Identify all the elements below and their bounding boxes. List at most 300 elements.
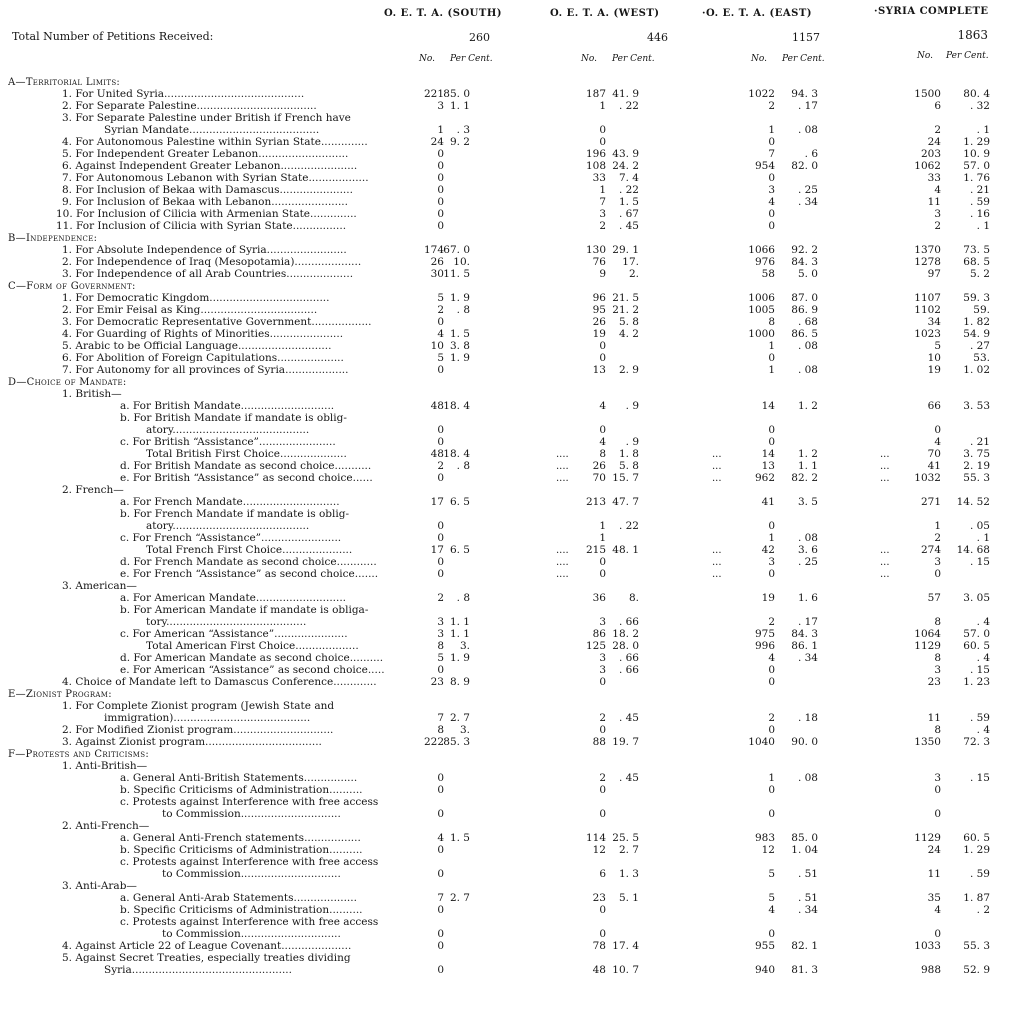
percent-cell-east: 84. 3 — [791, 628, 818, 640]
count-cell-syria: 1062 — [914, 160, 941, 172]
count-cell-east: 0 — [768, 784, 775, 796]
table-row — [0, 521, 1009, 532]
percent-cell-west: 15. 7 — [612, 472, 639, 484]
count-cell-south: 221 — [423, 88, 444, 100]
count-cell-syria: 11 — [927, 196, 941, 208]
count-cell-south: 2 — [437, 460, 444, 472]
row-label: 1. British— — [62, 389, 122, 400]
percent-cell-syria: . 1 — [976, 532, 990, 544]
percent-cell-syria: 60. 5 — [963, 832, 990, 844]
count-cell-east: 976 — [754, 256, 775, 268]
row-label: 1. Anti-British— — [62, 761, 148, 772]
count-cell-south: 222 — [423, 736, 444, 748]
count-cell-east: 14 — [761, 400, 775, 412]
column-header-east: ·O. E. T. A. (EAST) — [702, 8, 812, 19]
table-row — [0, 869, 1009, 880]
table-row — [0, 677, 1009, 688]
count-cell-south: 0 — [437, 172, 444, 184]
count-cell-west: 70 — [592, 472, 606, 484]
row-label: c. For American “Assistance”...................... — [120, 629, 348, 640]
section-heading-row — [0, 281, 1009, 292]
percent-cell-syria: . 1 — [976, 124, 990, 136]
count-cell-south: 0 — [437, 556, 444, 568]
count-cell-west: 0 — [599, 808, 606, 820]
count-cell-south: 17 — [430, 496, 444, 508]
row-label: Syria................................................ — [104, 965, 292, 976]
count-cell-south: 7 — [437, 892, 444, 904]
percent-cell-east: 1. 1 — [797, 460, 818, 472]
percent-cell-syria: 60. 5 — [963, 640, 990, 652]
count-cell-syria: 70 — [927, 448, 941, 460]
pct-label-syria: Per Cent. — [946, 51, 989, 61]
percent-cell-south: 10. — [453, 256, 470, 268]
percent-cell-south: 85. 3 — [443, 736, 470, 748]
count-cell-south: 3 — [437, 100, 444, 112]
row-label: a. General Anti-British Statements................ — [120, 773, 358, 784]
count-cell-syria: 33 — [927, 172, 941, 184]
count-cell-syria: 3 — [934, 772, 941, 784]
percent-cell-syria: . 59 — [969, 196, 990, 208]
row-label: 8. For Inclusion of Bekaa with Damascus...................... — [62, 185, 353, 196]
column-header-syria: ·SYRIA COMPLETE — [874, 6, 989, 17]
row-label: Total American First Choice................... — [146, 641, 359, 652]
table-row — [0, 773, 1009, 784]
continuation-dots: ... — [712, 449, 722, 460]
percent-cell-syria: 5. 2 — [969, 268, 990, 280]
count-cell-south: 0 — [437, 160, 444, 172]
count-cell-west: 0 — [599, 568, 606, 580]
percent-cell-south: 1. 1 — [449, 100, 470, 112]
count-cell-south: 0 — [437, 784, 444, 796]
count-cell-east: 983 — [754, 832, 775, 844]
percent-cell-south: 9. 2 — [449, 136, 470, 148]
count-cell-syria: 1033 — [914, 940, 941, 952]
total-syria: 1863 — [957, 28, 988, 42]
table-row — [0, 605, 1009, 616]
count-cell-syria: 988 — [920, 964, 941, 976]
continuation-dots: ... — [880, 461, 890, 472]
total-east: 1157 — [792, 31, 820, 44]
row-label: c. Protests against Interference with free access — [120, 917, 379, 928]
total-west: 446 — [647, 31, 668, 44]
total-south: 260 — [469, 31, 490, 44]
table-row — [0, 641, 1009, 652]
table-row — [0, 713, 1009, 724]
percent-cell-east: . 08 — [797, 772, 818, 784]
row-label: c. For British “Assistance”....................... — [120, 437, 336, 448]
table-row — [0, 461, 1009, 472]
count-cell-east: 0 — [768, 172, 775, 184]
row-label: 3. For Separate Palestine under British if French have — [62, 113, 351, 124]
table-row — [0, 209, 1009, 220]
row-label: b. For French Mandate if mandate is oblig- — [120, 509, 350, 520]
percent-cell-south: 3. 8 — [449, 340, 470, 352]
percent-cell-south: 1. 1 — [449, 616, 470, 628]
row-label: 9. For Inclusion of Bekaa with Lebanon....................... — [62, 197, 348, 208]
count-cell-south: 0 — [437, 184, 444, 196]
count-cell-east: 2 — [768, 712, 775, 724]
count-cell-east: 3 — [768, 556, 775, 568]
row-label: 3. For Independence of all Arab Countries.................... — [62, 269, 354, 280]
count-cell-syria: 11 — [927, 868, 941, 880]
count-cell-west: 8 — [599, 448, 606, 460]
count-cell-syria: 1350 — [914, 736, 941, 748]
percent-cell-syria: . 21 — [969, 184, 990, 196]
count-cell-syria: 4 — [934, 904, 941, 916]
continuation-dots: .... — [556, 545, 569, 556]
percent-cell-east: 3. 6 — [797, 544, 818, 556]
percent-cell-west: 8. — [628, 592, 639, 604]
count-cell-south: 10 — [430, 340, 444, 352]
count-cell-south: 8 — [437, 640, 444, 652]
row-label: tory.......................................... — [146, 617, 307, 628]
table-row — [0, 593, 1009, 604]
count-cell-syria: 1129 — [914, 640, 941, 652]
percent-cell-south: 67. 0 — [443, 244, 470, 256]
count-cell-south: 4 — [437, 328, 444, 340]
table-row — [0, 113, 1009, 124]
count-cell-west: 0 — [599, 904, 606, 916]
count-cell-west: 3 — [599, 616, 606, 628]
count-cell-west: 3 — [599, 664, 606, 676]
percent-cell-east: . 08 — [797, 364, 818, 376]
row-label: Syrian Mandate....................................... — [104, 125, 320, 136]
row-label: 2. For Emir Feisal as King................................... — [62, 305, 318, 316]
percent-cell-east: . 17 — [797, 100, 818, 112]
percent-cell-syria: 1. 82 — [963, 316, 990, 328]
no-label-south: No. — [419, 54, 435, 64]
row-label: b. For American Mandate if mandate is obliga- — [120, 605, 369, 616]
percent-cell-syria: . 4 — [976, 652, 990, 664]
percent-cell-west: 1. 8 — [618, 448, 639, 460]
count-cell-syria: 24 — [927, 844, 941, 856]
percent-cell-syria: 55. 3 — [963, 940, 990, 952]
count-cell-east: 0 — [768, 208, 775, 220]
count-cell-east: 1005 — [748, 304, 775, 316]
count-cell-south: 0 — [437, 424, 444, 436]
count-cell-syria: 34 — [927, 316, 941, 328]
count-cell-east: 0 — [768, 352, 775, 364]
percent-cell-syria: 1. 76 — [963, 172, 990, 184]
count-cell-east: 955 — [754, 940, 775, 952]
count-cell-east: 0 — [768, 568, 775, 580]
count-cell-south: 0 — [437, 964, 444, 976]
count-cell-syria: 2 — [934, 532, 941, 544]
count-cell-west: 23 — [592, 892, 606, 904]
count-cell-east: 1000 — [748, 328, 775, 340]
percent-cell-east: 90. 0 — [791, 736, 818, 748]
percent-cell-west: 7. 4 — [618, 172, 639, 184]
row-label: atory......................................... — [146, 521, 310, 532]
row-label: 1. For Democratic Kingdom.................................... — [62, 293, 330, 304]
percent-cell-east: 82. 2 — [791, 472, 818, 484]
percent-cell-east: 1. 2 — [797, 448, 818, 460]
count-cell-south: 0 — [437, 208, 444, 220]
percent-cell-syria: 3. 05 — [963, 592, 990, 604]
count-cell-syria: 271 — [920, 496, 941, 508]
section-heading: A—Territorial Limits: — [8, 77, 121, 88]
table-row — [0, 389, 1009, 400]
count-cell-east: 0 — [768, 928, 775, 940]
table-row — [0, 329, 1009, 340]
count-cell-west: 213 — [585, 496, 606, 508]
table-row — [0, 413, 1009, 424]
percent-cell-south: 1. 9 — [449, 352, 470, 364]
row-label: 3. American— — [62, 581, 137, 592]
count-cell-west: 114 — [585, 832, 606, 844]
count-cell-south: 0 — [437, 928, 444, 940]
percent-cell-syria: 80. 4 — [963, 88, 990, 100]
count-cell-east: 1040 — [748, 736, 775, 748]
count-cell-west: 13 — [592, 364, 606, 376]
count-cell-east: 4 — [768, 904, 775, 916]
pct-label-south: Per Cent. — [450, 54, 493, 64]
count-cell-south: 5 — [437, 292, 444, 304]
count-cell-east: 0 — [768, 424, 775, 436]
count-cell-south: 0 — [437, 844, 444, 856]
count-cell-syria: 66 — [927, 400, 941, 412]
count-cell-syria: 10 — [927, 352, 941, 364]
percent-cell-syria: 3. 75 — [963, 448, 990, 460]
count-cell-syria: 8 — [934, 616, 941, 628]
table-row — [0, 953, 1009, 964]
count-cell-south: 3 — [437, 616, 444, 628]
count-cell-east: 0 — [768, 520, 775, 532]
table-row — [0, 197, 1009, 208]
count-cell-syria: 1107 — [914, 292, 941, 304]
percent-cell-syria: 68. 5 — [963, 256, 990, 268]
count-cell-syria: 0 — [934, 808, 941, 820]
row-label: 1. For Complete Zionist program (Jewish State and — [62, 701, 335, 712]
pct-label-east: Per Cent. — [782, 54, 825, 64]
count-cell-west: 36 — [592, 592, 606, 604]
percent-cell-south: . 3 — [456, 124, 470, 136]
percent-cell-syria: 14. 52 — [956, 496, 990, 508]
row-label: to Commission.............................. — [162, 869, 341, 880]
count-cell-east: 0 — [768, 436, 775, 448]
count-cell-west: 187 — [585, 88, 606, 100]
count-cell-south: 0 — [437, 532, 444, 544]
count-cell-syria: 57 — [927, 592, 941, 604]
percent-cell-west: 29. 1 — [612, 244, 639, 256]
count-cell-south: 4 — [437, 832, 444, 844]
count-cell-east: 0 — [768, 220, 775, 232]
count-cell-south: 0 — [437, 568, 444, 580]
row-label: d. For British Mandate as second choice........... — [120, 461, 372, 472]
count-cell-west: 2 — [599, 772, 606, 784]
percent-cell-syria: . 4 — [976, 724, 990, 736]
percent-cell-south: 18. 4 — [443, 400, 470, 412]
percent-cell-south: . 8 — [456, 304, 470, 316]
percent-cell-syria: 2. 19 — [963, 460, 990, 472]
row-label: 7. For Autonomy for all provinces of Syria................... — [62, 365, 349, 376]
percent-cell-syria: . 05 — [969, 520, 990, 532]
count-cell-west: 95 — [592, 304, 606, 316]
count-cell-east: 954 — [754, 160, 775, 172]
row-label: a. General Anti-French statements................. — [120, 833, 361, 844]
table-row — [0, 809, 1009, 820]
table-row — [0, 905, 1009, 916]
count-cell-south: 23 — [430, 676, 444, 688]
percent-cell-syria: 1. 29 — [963, 844, 990, 856]
count-cell-west: 76 — [592, 256, 606, 268]
row-label: a. For British Mandate............................ — [120, 401, 335, 412]
percent-cell-syria: . 15 — [969, 772, 990, 784]
percent-cell-west: 19. 7 — [612, 736, 639, 748]
row-label: 6. For Abolition of Foreign Capitulations.................... — [62, 353, 344, 364]
count-cell-west: 48 — [592, 964, 606, 976]
count-cell-south: 5 — [437, 652, 444, 664]
table-row — [0, 533, 1009, 544]
count-cell-west: 2 — [599, 220, 606, 232]
count-cell-west: 3 — [599, 652, 606, 664]
continuation-dots: .... — [556, 473, 569, 484]
count-cell-west: 196 — [585, 148, 606, 160]
count-cell-syria: 1 — [934, 520, 941, 532]
percent-cell-syria: 59. 3 — [963, 292, 990, 304]
percent-cell-east: 3. 5 — [797, 496, 818, 508]
count-cell-syria: 1370 — [914, 244, 941, 256]
percent-cell-west: 28. 0 — [612, 640, 639, 652]
row-label: immigration)......................................... — [104, 713, 311, 724]
table-row — [0, 221, 1009, 232]
continuation-dots: .... — [556, 557, 569, 568]
table-row — [0, 965, 1009, 976]
row-label: 4. For Autonomous Palestine within Syrian State.............. — [62, 137, 368, 148]
row-label: 2. For Independence of Iraq (Mesopotamia).................... — [62, 257, 362, 268]
count-cell-south: 0 — [437, 316, 444, 328]
count-cell-syria: 2 — [934, 124, 941, 136]
row-label: 6. Against Independent Greater Lebanon....................... — [62, 161, 358, 172]
percent-cell-syria: 57. 0 — [963, 628, 990, 640]
percent-cell-east: 82. 1 — [791, 940, 818, 952]
no-label-west: No. — [581, 54, 597, 64]
section-heading: D—Choice of Mandate: — [8, 377, 127, 388]
percent-cell-east: 85. 0 — [791, 832, 818, 844]
count-cell-syria: 4 — [934, 436, 941, 448]
count-cell-south: 0 — [437, 364, 444, 376]
percent-cell-syria: 52. 9 — [963, 964, 990, 976]
table-row — [0, 617, 1009, 628]
section-heading-row — [0, 689, 1009, 700]
table-row — [0, 161, 1009, 172]
percent-cell-syria: 55. 3 — [963, 472, 990, 484]
row-label: b. For British Mandate if mandate is oblig- — [120, 413, 347, 424]
count-cell-syria: 35 — [927, 892, 941, 904]
section-heading-row — [0, 377, 1009, 388]
table-row — [0, 545, 1009, 556]
percent-cell-south: 18. 4 — [443, 448, 470, 460]
continuation-dots: ... — [712, 461, 722, 472]
percent-cell-syria: . 15 — [969, 664, 990, 676]
count-cell-syria: 0 — [934, 784, 941, 796]
percent-cell-west: . 22 — [618, 184, 639, 196]
row-label: 2. Anti-French— — [62, 821, 150, 832]
table-row — [0, 485, 1009, 496]
table-row — [0, 797, 1009, 808]
count-cell-west: 1 — [599, 184, 606, 196]
row-label: c. For French “Assistance”........................ — [120, 533, 342, 544]
percent-cell-west: 43. 9 — [612, 148, 639, 160]
table-row — [0, 761, 1009, 772]
column-header-south: O. E. T. A. (SOUTH) — [384, 8, 503, 19]
section-heading: F—Protests and Criticisms: — [8, 749, 150, 760]
percent-cell-south: 1. 5 — [449, 328, 470, 340]
percent-cell-west: . 66 — [618, 664, 639, 676]
table-row — [0, 725, 1009, 736]
count-cell-syria: 203 — [920, 148, 941, 160]
table-row — [0, 149, 1009, 160]
row-label: a. For French Mandate............................. — [120, 497, 340, 508]
count-cell-south: 30 — [430, 268, 444, 280]
percent-cell-syria: 54. 9 — [963, 328, 990, 340]
percent-cell-west: 10. 7 — [612, 964, 639, 976]
count-cell-east: 12 — [761, 844, 775, 856]
percent-cell-west: 48. 1 — [612, 544, 639, 556]
percent-cell-west: . 66 — [618, 652, 639, 664]
percent-cell-east: . 34 — [797, 652, 818, 664]
percent-cell-syria: 1. 29 — [963, 136, 990, 148]
row-label: Total British First Choice.................... — [146, 449, 347, 460]
count-cell-west: 0 — [599, 556, 606, 568]
count-cell-east: 58 — [761, 268, 775, 280]
percent-cell-syria: . 16 — [969, 208, 990, 220]
percent-cell-east: 87. 0 — [791, 292, 818, 304]
count-cell-west: 9 — [599, 268, 606, 280]
percent-cell-west: 17. 4 — [612, 940, 639, 952]
percent-cell-east: . 08 — [797, 532, 818, 544]
continuation-dots: ... — [712, 557, 722, 568]
percent-cell-east: 1. 6 — [797, 592, 818, 604]
percent-cell-east: . 18 — [797, 712, 818, 724]
continuation-dots: ... — [880, 449, 890, 460]
total-petitions-label: Total Number of Petitions Received: — [12, 30, 214, 43]
row-label: b. Specific Criticisms of Administration.......... — [120, 845, 363, 856]
table-row — [0, 353, 1009, 364]
table-row — [0, 293, 1009, 304]
count-cell-west: 125 — [585, 640, 606, 652]
row-label: 5. For Independent Greater Lebanon........................... — [62, 149, 349, 160]
continuation-dots: ... — [712, 473, 722, 484]
percent-cell-syria: 53. — [973, 352, 990, 364]
count-cell-east: 8 — [768, 316, 775, 328]
count-cell-east: 1066 — [748, 244, 775, 256]
row-label: e. For American “Assistance” as second choice..... — [120, 665, 385, 676]
count-cell-south: 0 — [437, 472, 444, 484]
percent-cell-south: 11. 5 — [443, 268, 470, 280]
percent-cell-south: 2. 7 — [449, 712, 470, 724]
count-cell-syria: 1129 — [914, 832, 941, 844]
no-label-syria: No. — [917, 51, 933, 61]
count-cell-east: 0 — [768, 136, 775, 148]
percent-cell-west: 21. 2 — [612, 304, 639, 316]
table-row — [0, 941, 1009, 952]
row-label: 3. Against Zionist program................................... — [62, 737, 322, 748]
table-row — [0, 581, 1009, 592]
percent-cell-south: 8. 9 — [449, 676, 470, 688]
count-cell-west: 0 — [599, 784, 606, 796]
count-cell-east: 4 — [768, 652, 775, 664]
count-cell-syria: 0 — [934, 424, 941, 436]
count-cell-east: 996 — [754, 640, 775, 652]
row-label: 3. Anti-Arab— — [62, 881, 137, 892]
count-cell-west: 1 — [599, 520, 606, 532]
percent-cell-east: 84. 3 — [791, 256, 818, 268]
table-row — [0, 317, 1009, 328]
percent-cell-east: . 34 — [797, 196, 818, 208]
percent-cell-east: . 17 — [797, 616, 818, 628]
percent-cell-east: 1. 2 — [797, 400, 818, 412]
